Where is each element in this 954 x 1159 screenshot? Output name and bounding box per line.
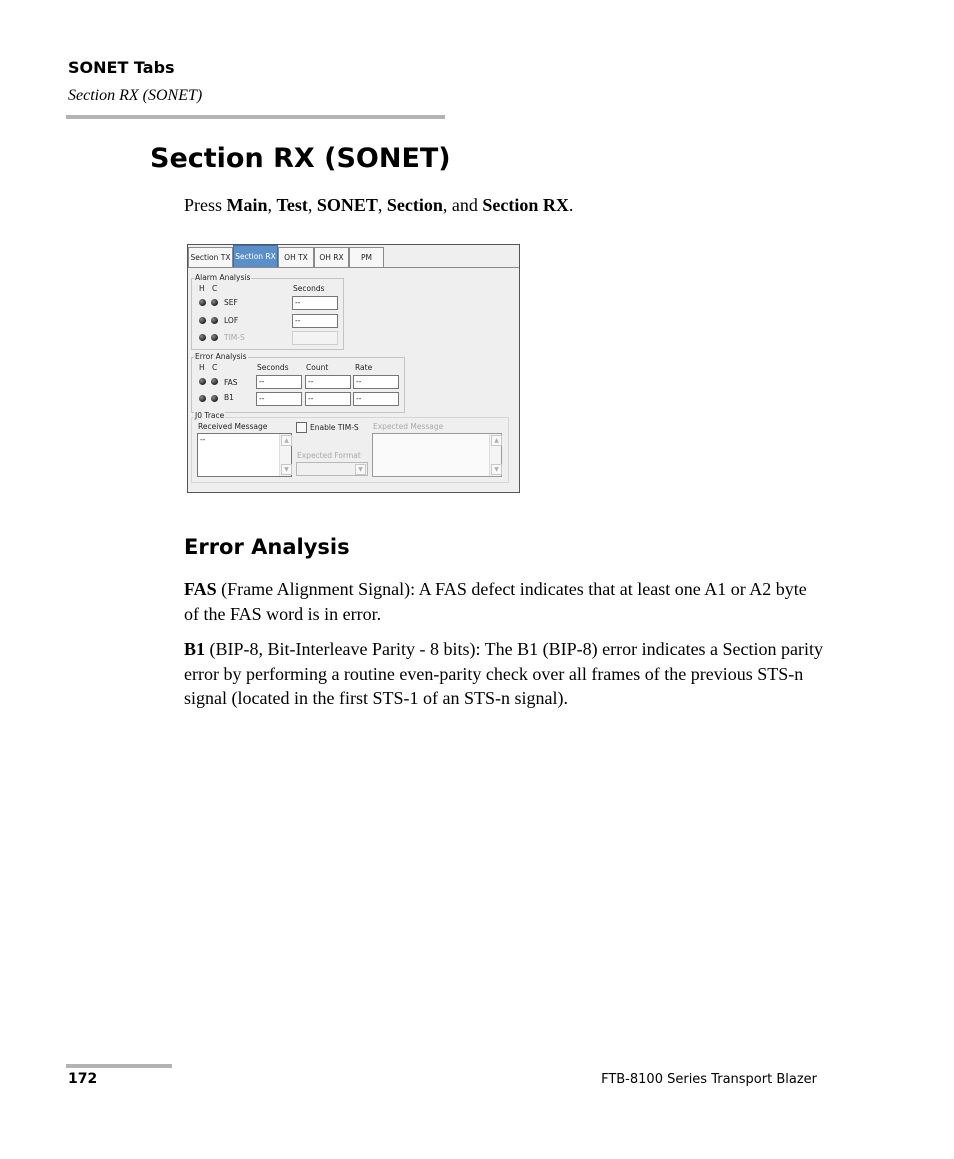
tab-oh-tx[interactable]: OH TX bbox=[278, 247, 314, 267]
tim-s-current-led bbox=[211, 334, 218, 341]
expected-message-scrollbar[interactable] bbox=[489, 434, 501, 476]
section-rx-screenshot bbox=[187, 244, 520, 493]
tab-bar-line bbox=[188, 267, 519, 268]
lof-label: LOF bbox=[224, 316, 239, 325]
instruction: Press Main, Test, SONET, Section, and Section RX. bbox=[184, 195, 574, 215]
scroll-up-icon[interactable]: ▲ bbox=[491, 435, 502, 446]
received-message-box bbox=[197, 433, 292, 477]
enable-tim-s-label: Enable TIM-S bbox=[310, 423, 359, 432]
scroll-down-icon[interactable]: ▼ bbox=[281, 464, 292, 475]
tim-s-label: TIM-S bbox=[224, 333, 245, 342]
err-col-seconds-label: Seconds bbox=[257, 363, 289, 372]
menu-test: Test bbox=[276, 195, 308, 215]
err-col-c-label: C bbox=[212, 363, 218, 372]
tab-oh-rx[interactable]: OH RX bbox=[314, 247, 349, 267]
b1-seconds-field: -- bbox=[256, 392, 302, 406]
expected-format-label: Expected Format bbox=[297, 451, 361, 460]
col-c-label: C bbox=[212, 284, 218, 293]
sef-current-led bbox=[211, 299, 218, 306]
tab-section-tx[interactable]: Section TX bbox=[188, 247, 233, 267]
expected-message-label: Expected Message bbox=[373, 422, 444, 431]
tab-section-rx[interactable]: Section RX bbox=[233, 245, 278, 267]
b1-rate-field: -- bbox=[353, 392, 399, 406]
fas-seconds-field: -- bbox=[256, 375, 302, 389]
alarm-analysis-title: Alarm Analysis bbox=[195, 273, 251, 282]
menu-section: Section bbox=[386, 195, 443, 215]
b1-description: (BIP-8, Bit-Interleave Parity - 8 bits): The B1 (BIP-8) error indicates a Section parity error by performing a routine even-parity check over all frames of the previous STS-n signal (located in the first STS-1 of an STS-n signal). bbox=[184, 639, 824, 708]
col-h-label: H bbox=[199, 284, 205, 293]
dropdown-arrow-icon: ▼ bbox=[355, 464, 366, 475]
fas-history-led bbox=[199, 378, 206, 385]
b1-count-field: -- bbox=[305, 392, 351, 406]
err-col-h-label: H bbox=[199, 363, 205, 372]
fas-count-field: -- bbox=[305, 375, 351, 389]
menu-section-rx: Section RX bbox=[482, 195, 569, 215]
received-message-scrollbar[interactable] bbox=[279, 434, 291, 476]
header-rule bbox=[66, 115, 445, 119]
page-number: 172 bbox=[68, 1071, 98, 1087]
error-analysis-title: Error Analysis bbox=[195, 352, 247, 361]
fas-rate-field: -- bbox=[353, 375, 399, 389]
sef-label: SEF bbox=[224, 298, 238, 307]
error-analysis-heading: Error Analysis bbox=[184, 535, 350, 559]
b1-label: B1 bbox=[224, 393, 234, 402]
b1-current-led bbox=[211, 395, 218, 402]
page-title: Section RX (SONET) bbox=[150, 143, 451, 174]
fas-description: (Frame Alignment Signal): A FAS defect indicates that at least one A1 or A2 byte of the FAS word is in error. bbox=[184, 579, 807, 624]
scroll-down-icon[interactable]: ▼ bbox=[491, 464, 502, 475]
b1-history-led bbox=[199, 395, 206, 402]
err-col-rate-label: Rate bbox=[355, 363, 373, 372]
product-name: FTB-8100 Series Transport Blazer bbox=[601, 1072, 817, 1087]
b1-paragraph bbox=[184, 637, 824, 711]
tim-s-seconds-field bbox=[292, 331, 338, 345]
received-message-value: -- bbox=[200, 435, 206, 444]
expected-format-select[interactable] bbox=[296, 462, 368, 476]
menu-sonet: SONET bbox=[316, 195, 378, 215]
lof-current-led bbox=[211, 317, 218, 324]
lof-history-led bbox=[199, 317, 206, 324]
col-seconds-label: Seconds bbox=[293, 284, 325, 293]
enable-tim-s-checkbox[interactable] bbox=[296, 422, 307, 433]
scroll-up-icon[interactable]: ▲ bbox=[281, 435, 292, 446]
expected-message-box[interactable] bbox=[372, 433, 502, 477]
header-chapter: SONET Tabs bbox=[68, 58, 175, 77]
sef-history-led bbox=[199, 299, 206, 306]
lof-seconds-field: -- bbox=[292, 314, 338, 328]
j0-trace-title: J0 Trace bbox=[195, 411, 225, 420]
err-col-count-label: Count bbox=[306, 363, 329, 372]
b1-term: B1 bbox=[184, 639, 206, 659]
sef-seconds-field: -- bbox=[292, 296, 338, 310]
footer-rule bbox=[66, 1064, 172, 1068]
tim-s-history-led bbox=[199, 334, 206, 341]
tab-pm[interactable]: PM bbox=[349, 247, 384, 267]
received-message-label: Received Message bbox=[198, 422, 268, 431]
menu-main: Main bbox=[226, 195, 268, 215]
fas-current-led bbox=[211, 378, 218, 385]
fas-term: FAS bbox=[184, 579, 217, 599]
header-section: Section RX (SONET) bbox=[68, 87, 203, 104]
fas-paragraph bbox=[184, 577, 824, 626]
fas-label: FAS bbox=[224, 378, 238, 387]
